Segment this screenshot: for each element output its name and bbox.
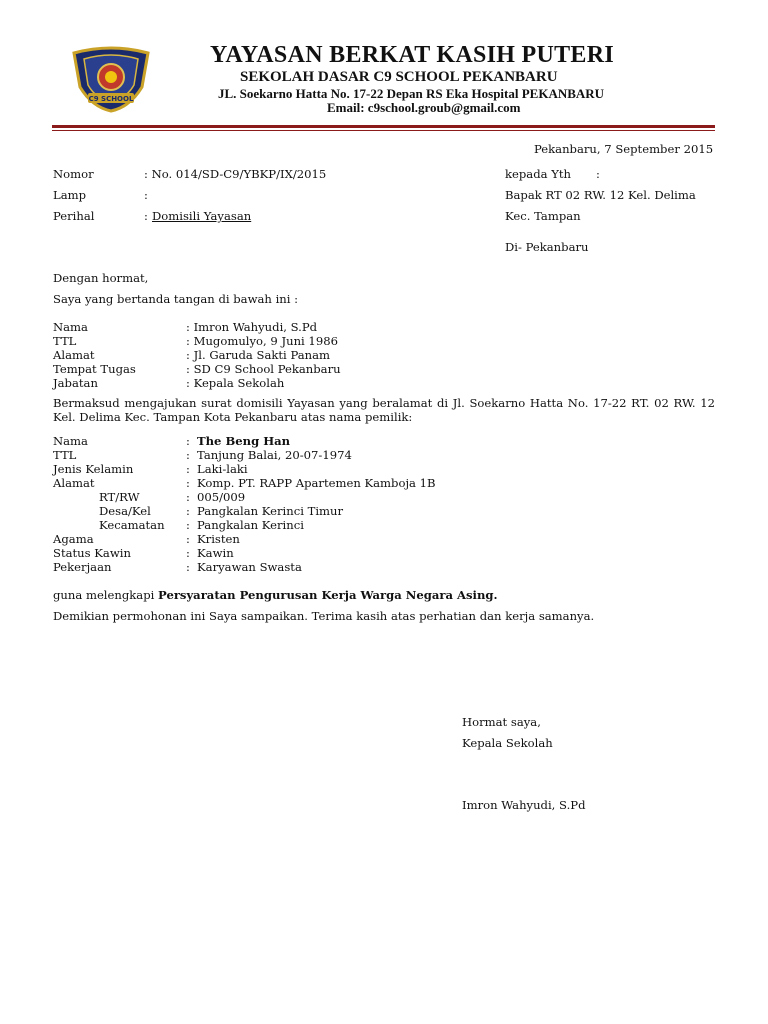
owner-colon: : [186,546,190,560]
perihal-value: Domisili Yayasan [152,209,252,223]
owner-value: Kawin [197,546,234,560]
owner-value: Kristen [197,532,240,546]
signer-value: : Jl. Garuda Sakti Panam [186,348,331,362]
signer-label: Jabatan [53,376,98,390]
closing-pre: guna melengkapi [53,588,159,602]
signature-title: Kepala Sekolah [462,736,553,750]
nomor-label: Nomor [53,167,94,181]
closing-line [53,588,498,602]
owner-label: Jenis Kelamin [53,462,134,476]
owner-colon: : [186,560,190,574]
owner-value: Karyawan Swasta [197,560,302,574]
purpose-paragraph: Bermaksud mengajukan surat domisili Yayasan yang beralamat di Jl. Soekarno Hatta No. 17-22 RT. 02 RW. 12 Kel. Delima Kec. Tampan Kota Pekanbaru atas nama pemilik: [53,396,715,424]
signer-value: : Imron Wahyudi, S.Pd [186,320,318,334]
header-rule-thin [52,130,715,131]
owner-label: Desa/Kel [99,504,151,518]
signer-value: : Mugomulyo, 9 Juni 1986 [186,334,338,348]
intro-line: Saya yang bertanda tangan di bawah ini : [53,292,299,306]
owner-label: Pekerjaan [53,560,112,574]
foundation-name: YAYASAN BERKAT KASIH PUTERI [210,42,615,68]
school-name: SEKOLAH DASAR C9 SCHOOL PEKANBARU [240,69,558,85]
owner-label: Agama [53,532,94,546]
recipient-colon: : [596,167,600,181]
nomor-value: : No. 014/SD-C9/YBKP/IX/2015 [144,167,327,181]
owner-value: Komp. PT. RAPP Apartemen Kamboja 1B [197,476,436,490]
owner-label: RT/RW [99,490,140,504]
owner-value: Pangkalan Kerinci Timur [197,504,344,518]
owner-colon: : [186,476,190,490]
lamp-label: Lamp [53,188,87,202]
owner-name: The Beng Han [197,434,291,448]
owner-colon: : [186,518,190,532]
owner-colon: : [186,434,190,448]
owner-label: TTL [53,448,77,462]
greeting: Dengan hormat, [53,271,149,285]
owner-colon: : [186,490,190,504]
owner-value: 005/009 [197,490,246,504]
signer-value: : Kepala Sekolah [186,376,285,390]
recipient-line3: Di- Pekanbaru [505,240,589,254]
school-email: Email: c9school.groub@gmail.com [327,100,521,115]
owner-value: Tanjung Balai, 20-07-1974 [197,448,352,462]
owner-colon: : [186,504,190,518]
thanks-line: Demikian permohonan ini Saya sampaikan. Terima kasih atas perhatian dan kerja samanya. [53,609,595,623]
lamp-value: : [144,188,148,202]
recipient-line2: Kec. Tampan [505,209,581,223]
school-address: JL. Soekarno Hatta No. 17-22 Depan RS Eka Hospital PEKANBARU [218,86,605,101]
school-logo [70,45,152,113]
recipient-line1: Bapak RT 02 RW. 12 Kel. Delima [505,188,696,202]
owner-label: Status Kawin [53,546,131,560]
signer-value: : SD C9 School Pekanbaru [186,362,341,376]
signer-label: Alamat [53,348,95,362]
owner-label: Alamat [53,476,95,490]
signer-label: Tempat Tugas [53,362,136,376]
recipient-kepada: kepada Yth [505,167,572,181]
owner-label: Nama [53,434,88,448]
date-line: Pekanbaru, 7 September 2015 [534,142,714,156]
signer-label: TTL [53,334,77,348]
signer-label: Nama [53,320,88,334]
signature-name: Imron Wahyudi, S.Pd [462,798,586,812]
logo-text: C9 SCHOOL [88,95,134,103]
owner-label: Kecamatan [99,518,165,532]
perihal-colon: : [144,209,148,223]
owner-value: Pangkalan Kerinci [197,518,304,532]
owner-colon: : [186,462,190,476]
owner-colon: : [186,532,190,546]
owner-value: Laki-laki [197,462,248,476]
perihal-label: Perihal [53,209,95,223]
closing-bold: Persyaratan Pengurusan Kerja Warga Negara Asing. [158,588,498,602]
owner-colon: : [186,448,190,462]
signature-regards: Hormat saya, [462,715,541,729]
header-rule-thick [52,125,715,128]
